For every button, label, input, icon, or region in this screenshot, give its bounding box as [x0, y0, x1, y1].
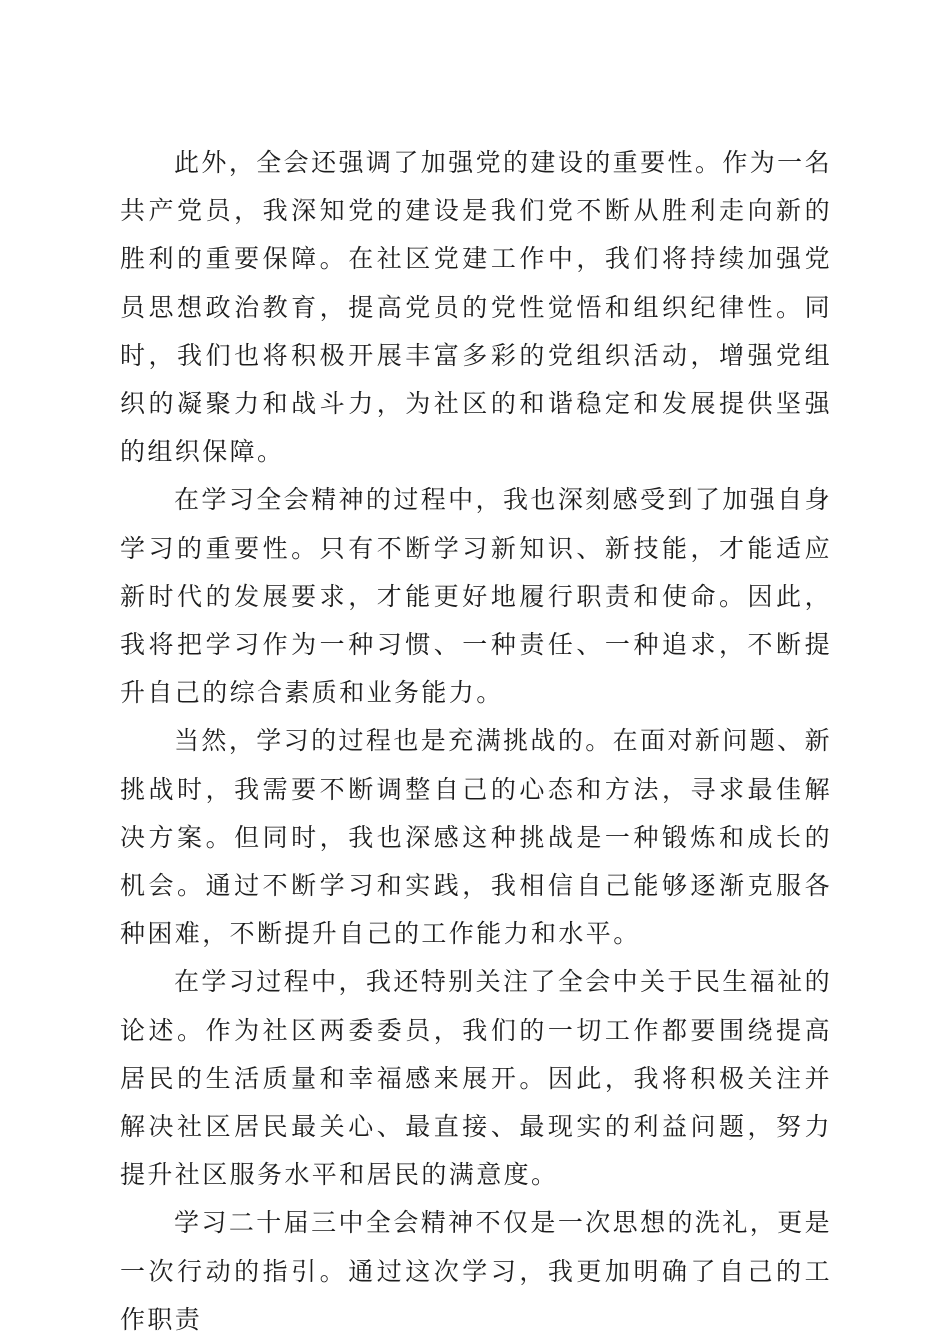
paragraph-challenges: 当然，学习的过程也是充满挑战的。在面对新问题、新挑战时，我需要不断调整自己的心态和方法，寻求最佳解决方案。但同时，我也深感这种挑战是一种锻炼和成长的机会。通过不断学习和实践，我相信自己能够逐渐克服各种困难，不断提升自己的工作能力和水平。: [120, 726, 832, 949]
paragraph-conclusion: 学习二十届三中全会精神不仅是一次思想的洗礼，更是一次行动的指引。通过这次学习，我更加明确了自己的工作职责: [120, 1208, 832, 1334]
document-body: [120, 139, 832, 1344]
paragraph-party-building: 此外，全会还强调了加强党的建设的重要性。作为一名共产党员，我深知党的建设是我们党不断从胜利走向新的胜利的重要保障。在社区党建工作中，我们将持续加强党员思想政治教育，提高党员的党性觉悟和组织纪律性。同时，我们也将积极开展丰富多彩的党组织活动，增强党组织的凝聚力和战斗力，为社区的和谐稳定和发展提供坚强的组织保障。: [120, 148, 832, 467]
paragraph-livelihood: 在学习过程中，我还特别关注了全会中关于民生福祉的论述。作为社区两委委员，我们的一切工作都要围绕提高居民的生活质量和幸福感来展开。因此，我将积极关注并解决社区居民最关心、最直接、最现实的利益问题，努力提升社区服务水平和居民的满意度。: [120, 967, 832, 1190]
paragraph-self-learning: 在学习全会精神的过程中，我也深刻感受到了加强自身学习的重要性。只有不断学习新知识、新技能，才能适应新时代的发展要求，才能更好地履行职责和使命。因此，我将把学习作为一种习惯、一种责任、一种追求，不断提升自己的综合素质和业务能力。: [120, 485, 832, 708]
